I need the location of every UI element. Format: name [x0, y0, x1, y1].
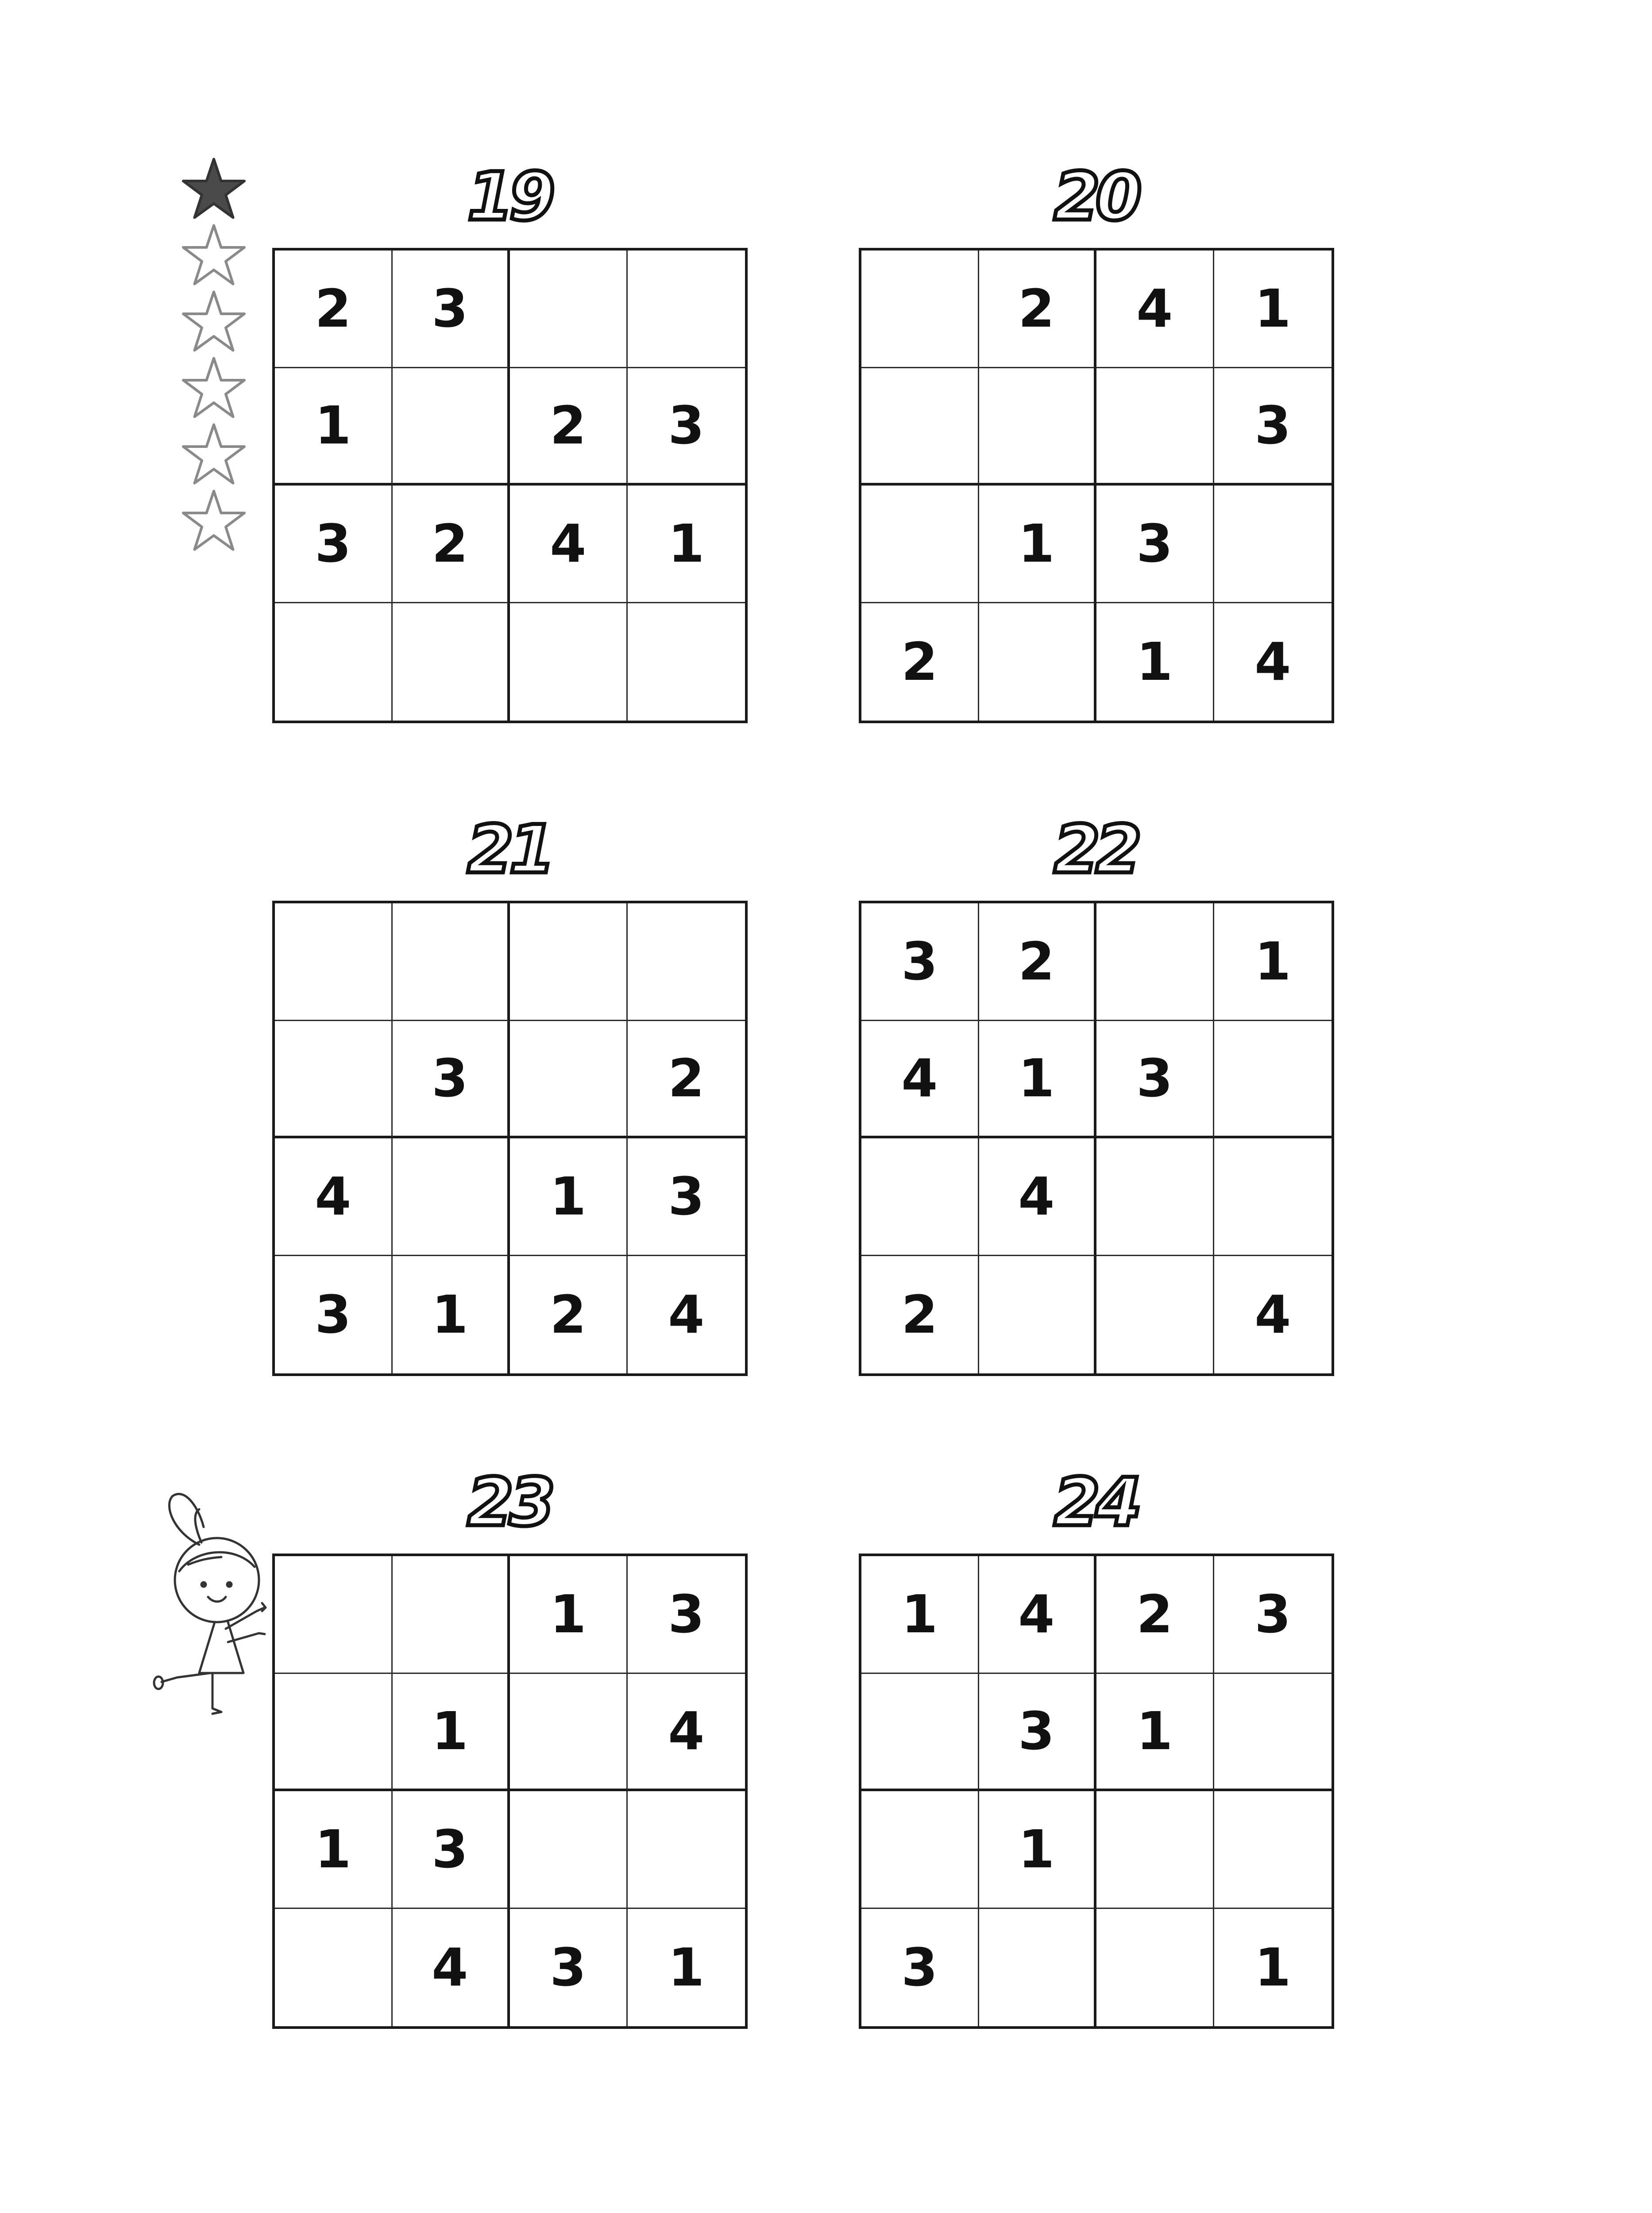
star-outline-icon: [181, 488, 247, 554]
given-cell: 1: [275, 1791, 393, 1909]
empty-cell[interactable]: [1096, 1256, 1214, 1374]
given-cell: 4: [393, 1909, 510, 2027]
given-cell: 1: [393, 1674, 510, 1792]
empty-cell[interactable]: [861, 368, 979, 486]
star-outline-icon: [181, 289, 247, 355]
given-cell: 4: [510, 486, 628, 603]
puzzle-number: 24: [1054, 1464, 1138, 1541]
empty-cell[interactable]: [628, 251, 745, 368]
given-cell: 2: [1096, 1556, 1214, 1674]
given-cell: 4: [1254, 1284, 1291, 1346]
given-cell: 2: [510, 1256, 628, 1374]
given-cell: 4: [628, 1674, 745, 1792]
given-cell: 2: [628, 1021, 745, 1139]
given-cell: 3: [393, 251, 510, 368]
given-cell: 3: [628, 1556, 745, 1674]
empty-cell[interactable]: [1096, 368, 1214, 486]
given-cell: 3: [628, 1138, 745, 1256]
empty-cell[interactable]: [275, 1021, 393, 1139]
given-cell: 2: [393, 486, 510, 603]
empty-cell[interactable]: [393, 603, 510, 721]
given-cell: 1: [1096, 1674, 1214, 1792]
given-cell: 3: [861, 903, 979, 1021]
sudoku-grid: [859, 248, 1334, 723]
empty-cell[interactable]: [275, 603, 393, 721]
sudoku-grid: [859, 1554, 1334, 2029]
given-cell: 1: [668, 1937, 705, 1998]
empty-cell[interactable]: [275, 1909, 393, 2027]
given-cell: 1: [628, 486, 745, 603]
empty-cell[interactable]: [1214, 486, 1332, 603]
given-cell: 1: [1254, 1937, 1291, 1998]
given-cell: 1: [979, 1791, 1097, 1909]
star-outline-icon: [181, 222, 247, 289]
given-cell: 3: [979, 1674, 1097, 1792]
given-cell: 3: [510, 1909, 628, 2027]
given-cell: 3: [1214, 1556, 1332, 1674]
empty-cell[interactable]: [393, 368, 510, 486]
empty-cell[interactable]: [979, 603, 1097, 721]
sudoku-grid: [272, 248, 748, 723]
empty-cell[interactable]: [979, 368, 1097, 486]
empty-cell[interactable]: [861, 1138, 979, 1256]
difficulty-rating: [181, 156, 251, 554]
given-cell: 2: [861, 603, 979, 721]
empty-cell[interactable]: [861, 1674, 979, 1792]
empty-cell[interactable]: [861, 251, 979, 368]
star-outline-icon: [181, 421, 247, 488]
empty-cell[interactable]: [1214, 1138, 1332, 1256]
empty-cell[interactable]: [510, 1021, 628, 1139]
star-filled-icon: [181, 156, 247, 222]
given-cell: 2: [861, 1256, 979, 1374]
empty-cell[interactable]: [1214, 1674, 1332, 1792]
given-cell: 1: [275, 368, 393, 486]
given-cell: 3: [628, 368, 745, 486]
given-cell: 4: [979, 1138, 1097, 1256]
given-cell: 1: [393, 1256, 510, 1374]
stick-girl-illustration: [146, 1478, 288, 1726]
empty-cell[interactable]: [861, 1791, 979, 1909]
given-cell: 1: [510, 1138, 628, 1256]
given-cell: 4: [1254, 631, 1291, 693]
given-cell: 1: [1214, 251, 1332, 368]
empty-cell[interactable]: [1214, 1791, 1332, 1909]
empty-cell[interactable]: [510, 603, 628, 721]
empty-cell[interactable]: [1214, 1021, 1332, 1139]
empty-cell[interactable]: [979, 1256, 1097, 1374]
given-cell: 3: [275, 486, 393, 603]
given-cell: 1: [861, 1556, 979, 1674]
given-cell: 4: [979, 1556, 1097, 1674]
given-cell: 2: [275, 251, 393, 368]
empty-cell[interactable]: [510, 251, 628, 368]
empty-cell[interactable]: [275, 1556, 393, 1674]
given-cell: 1: [1214, 903, 1332, 1021]
empty-cell[interactable]: [861, 486, 979, 603]
empty-cell[interactable]: [1096, 903, 1214, 1021]
empty-cell[interactable]: [1096, 1791, 1214, 1909]
empty-cell[interactable]: [628, 1791, 745, 1909]
sudoku-grid: [272, 901, 748, 1376]
given-cell: 3: [861, 1909, 979, 2027]
given-cell: 2: [979, 251, 1097, 368]
empty-cell[interactable]: [510, 903, 628, 1021]
given-cell: 1: [979, 486, 1097, 603]
given-cell: 4: [861, 1021, 979, 1139]
empty-cell[interactable]: [393, 903, 510, 1021]
given-cell: 2: [979, 903, 1097, 1021]
given-cell: 1: [510, 1556, 628, 1674]
empty-cell[interactable]: [393, 1556, 510, 1674]
empty-cell[interactable]: [510, 1791, 628, 1909]
given-cell: 3: [275, 1256, 393, 1374]
sudoku-grid: [859, 901, 1334, 1376]
given-cell: 3: [1214, 368, 1332, 486]
given-cell: 3: [1096, 1021, 1214, 1139]
empty-cell[interactable]: [393, 1138, 510, 1256]
empty-cell[interactable]: [628, 903, 745, 1021]
given-cell: 1: [1096, 603, 1214, 721]
given-cell: 4: [668, 1284, 705, 1346]
puzzle-number: 21: [467, 811, 551, 888]
empty-cell[interactable]: [1096, 1909, 1214, 2027]
empty-cell[interactable]: [275, 1674, 393, 1792]
puzzle-number: 20: [1054, 158, 1138, 235]
given-cell: 3: [393, 1791, 510, 1909]
puzzle-number: 23: [467, 1464, 551, 1541]
empty-cell[interactable]: [628, 603, 745, 721]
given-cell: 2: [510, 368, 628, 486]
given-cell: 3: [393, 1021, 510, 1139]
sudoku-grid: [272, 1554, 748, 2029]
empty-cell[interactable]: [275, 903, 393, 1021]
star-outline-icon: [181, 355, 247, 421]
puzzle-number: 22: [1054, 811, 1138, 888]
given-cell: 4: [275, 1138, 393, 1256]
empty-cell[interactable]: [979, 1909, 1097, 2027]
empty-cell[interactable]: [1096, 1138, 1214, 1256]
given-cell: 1: [979, 1021, 1097, 1139]
empty-cell[interactable]: [510, 1674, 628, 1792]
given-cell: 3: [1096, 486, 1214, 603]
puzzle-number: 19: [467, 158, 551, 235]
given-cell: 4: [1096, 251, 1214, 368]
